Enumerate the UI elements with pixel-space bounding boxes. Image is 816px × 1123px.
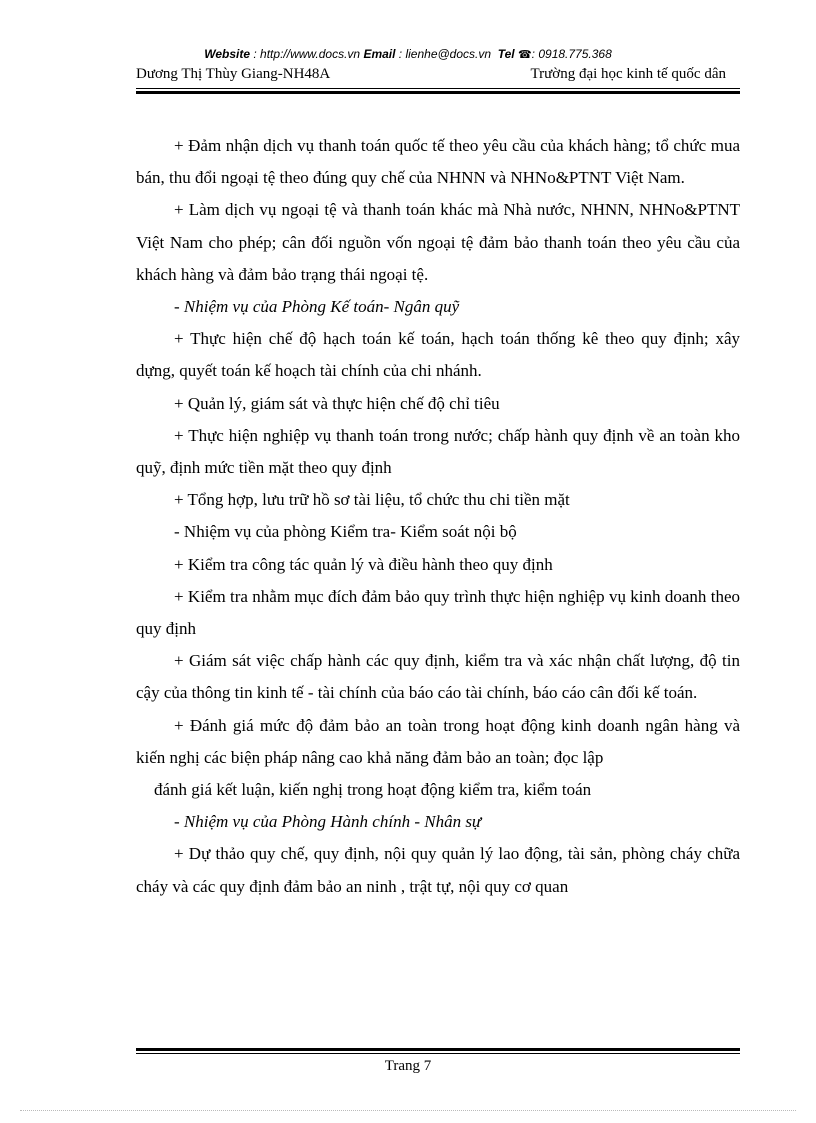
website-header <box>0 47 816 61</box>
email-label: Email <box>363 47 396 61</box>
tel-label: Tel <box>497 47 515 61</box>
paragraph-3: + Thực hiện chế độ hạch toán kế toán, hạch toán thống kê theo quy định; xây dựng, quyết toán kế hoạch tài chính của chi nhánh. <box>136 329 740 381</box>
website-url[interactable]: http://www.docs.vn <box>260 47 361 61</box>
paragraph-4: + Quản lý, giám sát và thực hiện chế độ chỉ tiêu <box>174 393 500 413</box>
footer-divider-thin <box>136 1053 740 1054</box>
paragraph-9: + Giám sát việc chấp hành các quy định, kiểm tra và xác nhận chất lượng, độ tin cậy của thông tin kinh tế - tài chính của báo cáo tài chính, báo cáo cân đối kế toán. <box>136 651 740 703</box>
paragraph-11: + Dự thảo quy chế, quy định, nội quy quản lý lao động, tài sản, phòng cháy chữa cháy và các quy định đảm bảo an ninh , trật tự, nội quy cơ quan <box>136 844 740 896</box>
header-author: Dương Thị Thùy Giang-NH48A <box>136 66 331 82</box>
paragraph-6: + Tổng hợp, lưu trữ hồ sơ tài liệu, tổ chức thu chi tiền mặt <box>174 490 570 510</box>
section-heading-accounting: - Nhiệm vụ của Phòng Kế toán- Ngân quỹ <box>174 297 460 317</box>
website-label: Website <box>204 47 251 61</box>
document-body <box>136 130 740 903</box>
phone-icon: ☎ <box>517 49 532 61</box>
paragraph-2: + Làm dịch vụ ngoại tệ và thanh toán khác mà Nhà nước, NHNN, NHNo&PTNT Việt Nam cho phép; cân đối nguồn vốn ngoại tệ đảm bảo thanh toán theo yêu cầu của khách hàng và đảm bảo trạng thái ngoại tệ. <box>136 200 740 284</box>
paragraph-1: + Đảm nhận dịch vụ thanh toán quốc tế theo yêu cầu của khách hàng; tổ chức mua bán, thu đổi ngoại tệ theo đúng quy chế của NHNN và NHNo&PTNT Việt Nam. <box>136 136 740 188</box>
header-divider-thin <box>136 88 740 89</box>
website-sep: : <box>250 47 261 61</box>
header-divider-thick <box>136 91 740 94</box>
tel-value: : 0918.775.368 <box>531 47 612 61</box>
paragraph-10-continued: đánh giá kết luận, kiến nghị trong hoạt động kiểm tra, kiểm toán <box>154 780 592 800</box>
email-value[interactable]: lienhe@docs.vn <box>405 47 492 61</box>
email-sep: : <box>395 47 406 61</box>
header-school: Trường đại học kinh tế quốc dân <box>530 66 726 82</box>
section-heading-hr: - Nhiệm vụ của Phòng Hành chính - Nhân sự <box>174 812 482 832</box>
paragraph-5: + Thực hiện nghiệp vụ thanh toán trong nước; chấp hành quy định về an toàn kho quỹ, định mức tiền mặt theo quy định <box>136 425 740 478</box>
page-edge-dots <box>20 1110 796 1111</box>
paragraph-10: + Đánh giá mức độ đảm bảo an toàn trong hoạt động kinh doanh ngân hàng và kiến nghị các biện pháp nâng cao khả năng đảm bảo an toàn; đọc lập <box>136 715 740 767</box>
page-number: Trang 7 <box>384 1058 432 1074</box>
paragraph-8: + Kiểm tra nhằm mục đích đảm bảo quy trình thực hiện nghiệp vụ kinh doanh theo quy định <box>136 586 740 639</box>
section-heading-internal-audit: - Nhiệm vụ của phòng Kiểm tra- Kiểm soát nội bộ <box>174 522 517 542</box>
paragraph-7: + Kiểm tra công tác quản lý và điều hành theo quy định <box>174 554 553 574</box>
footer-divider-thick <box>136 1048 740 1051</box>
